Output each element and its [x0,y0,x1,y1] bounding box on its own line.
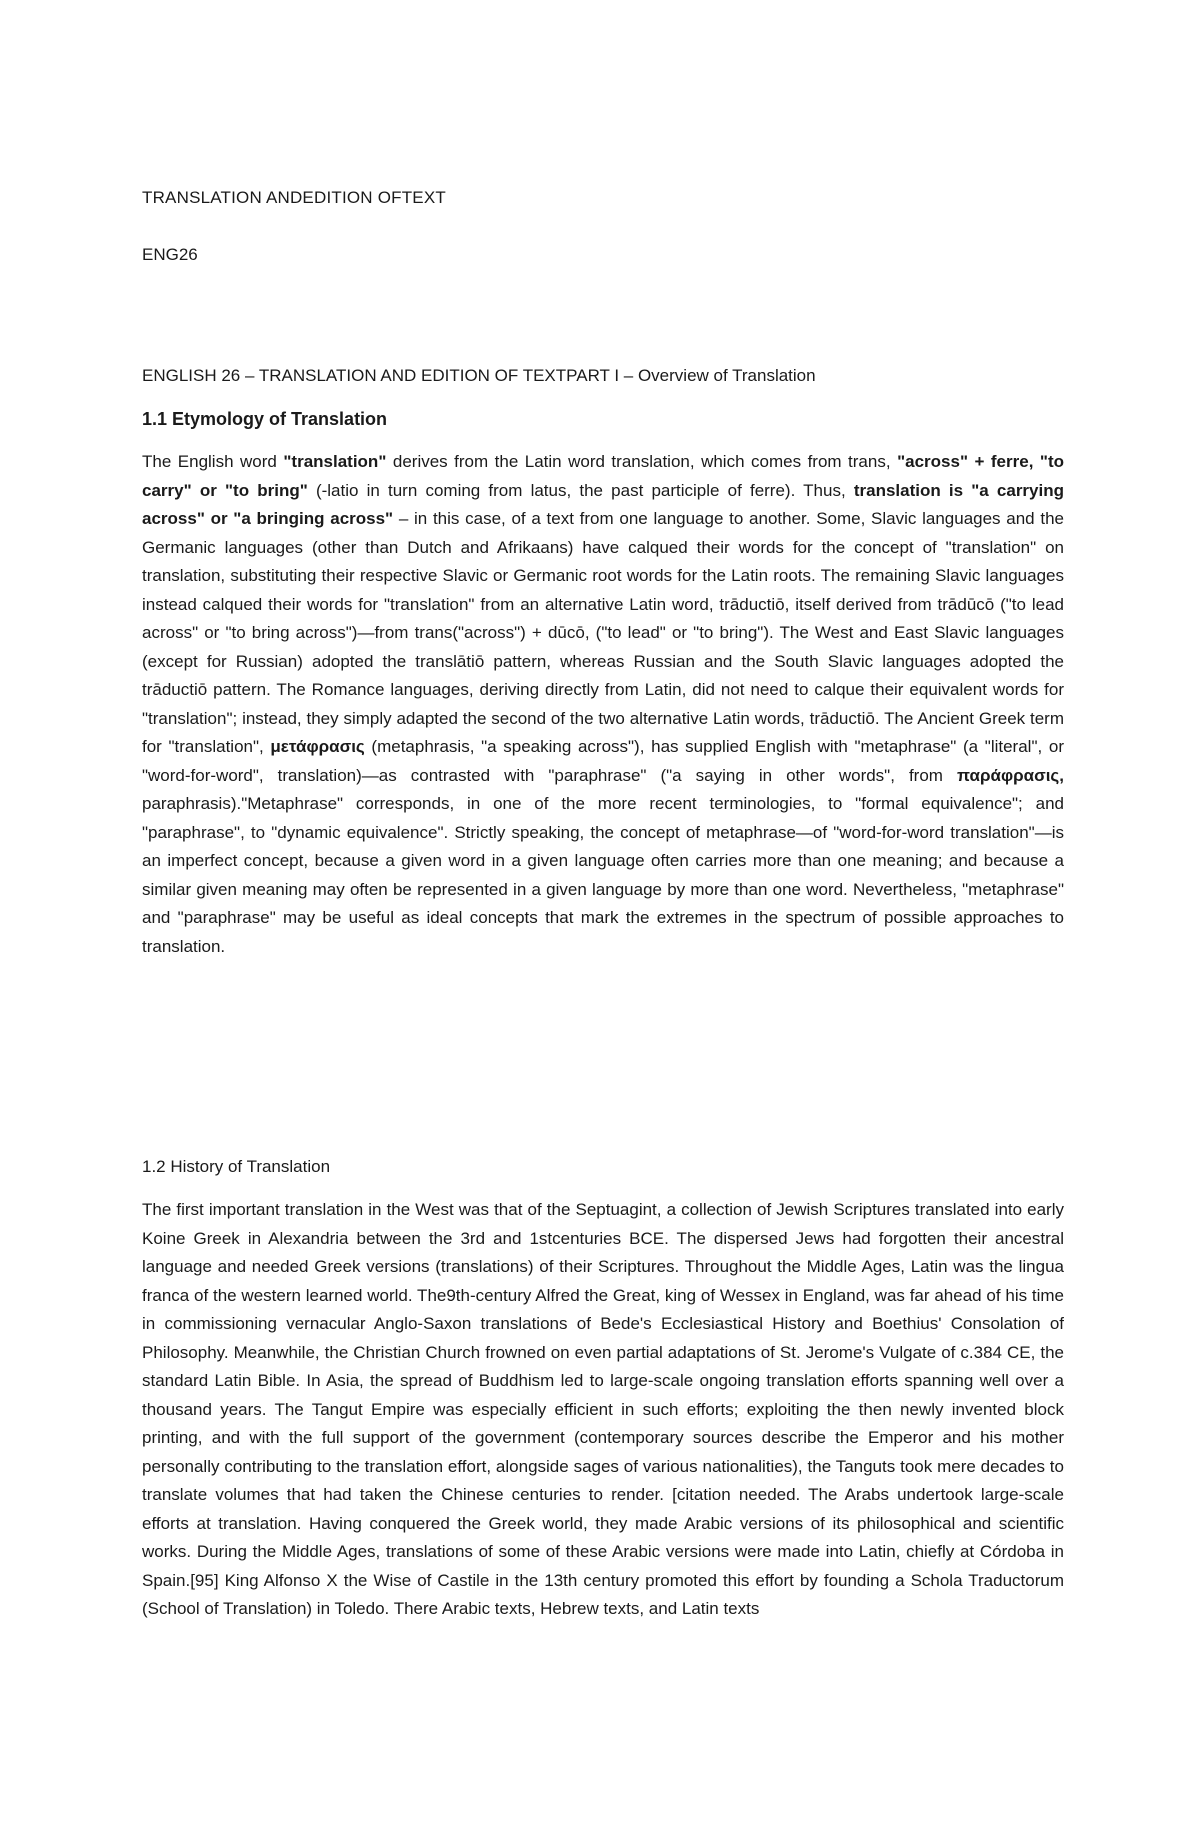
bold-definition: translation is "a carrying across" or "a bringing across" [142,480,1064,528]
history-paragraph: The first important translation in the West was that of the Septuagint, a collection of Jewish Scriptures translated into early Koine Greek in Alexandria between the 3rd and 1stcenturies BCE. The dispersed Jews had forgotten their ancestral language and needed Greek versions (translations) of their Scriptures. Throughout the Middle Ages, Latin was the lingua franca of the western learned world. The9th-century Alfred the Great, king of Wessex in England, was far ahead of his time in commissioning vernacular Anglo-Saxon translations of Bede's Ecclesiastical History and Boethius' Consolation of Philosophy. Meanwhile, the Christian Church frowned on even partial adaptations of St. Jerome's Vulgate of c.384 CE, the standard Latin Bible. In Asia, the spread of Buddhism led to large-scale ongoing translation efforts spanning well over a thousand years. The Tangut Empire was especially efficient in such efforts; exploiting the then newly invented block printing, and with the full support of the government (contemporary sources describe the Emperor and his mother personally contributing to the translation effort, alongside sages of various nationalities), the Tanguts took mere decades to translate volumes that had taken the Chinese centuries to render. [citation needed. The Arabs undertook large-scale efforts at translation. Having conquered the Greek world, they made Arabic versions of its philosophical and scientific works. During the Middle Ages, translations of some of these Arabic versions were made into Latin, chiefly at Córdoba in Spain.[95] King Alfonso X the Wise of Castile in the 13th century promoted this effort by founding a Schola Traductorum (School of Translation) in Toledo. There Arabic texts, Hebrew texts, and Latin texts [142,1200,1064,1618]
part-heading: ENGLISH 26 – TRANSLATION AND EDITION OF TEXTPART I – Overview of Translation [142,366,816,385]
course-code: ENG26 [142,245,198,264]
text-run: (metaphrasis, "a speaking across"), has supplied English with "metaphrase" (a "literal", or "word-for-word", translation)—as contrasted with "paraphrase" ("a saying in other words", from [142,737,1064,785]
section-heading-etymology: 1.1 Etymology of Translation [142,409,388,429]
document-title: TRANSLATION ANDEDITION OFTEXT [142,188,446,207]
section-heading-history: 1.2 History of Translation [142,1157,331,1176]
text-run: The English word [142,452,284,471]
greek-term-paraphrasis: παράφρασις, [956,765,1064,785]
text-run: paraphrasis)."Metaphrase" corresponds, in one of the more recent terminologies, to "formal equivalence"; and "paraphrase", to "dynamic equivalence". Strictly speaking, the concept of metaphrase—of "word-for-word translation"—is an imperfect concept, because a given word in a given language often carries more than one meaning; and because a similar given meaning may often be represented in a given language by more than one word. Nevertheless, "metaphrase" and "paraphrase" may be useful as ideal concepts that mark the extremes in the spectrum of possible approaches to translation. [142,794,1064,956]
text-run: derives from the Latin word translation, which comes from trans, [386,452,898,471]
etymology-paragraph [142,448,1064,961]
bold-term-across-carry: "across" + ferre, "to carry" or "to bring" [142,452,1065,500]
text-run: (-latio in turn coming from latus, the past participle of ferre). Thus, [307,480,854,500]
text-run: – in this case, of a text from one language to another. Some, Slavic languages and the Germanic languages (other than Dutch and Afrikaans) have calqued their words for the concept of "translation" on translation, substituting their respective Slavic or Germanic root words for the Latin roots. The remaining Slavic languages instead calqued their words for "translation" from an alternative Latin word, trāductiō, itself derived from trādūcō ("to lead across" or "to bring across")—from trans("across") + dūcō, ("to lead" or "to bring"). The West and East Slavic languages (except for Russian) adopted the translātiō pattern, whereas Russian and the South Slavic languages adopted the trāductiō pattern. The Romance languages, deriving directly from Latin, did not need to calque their equivalent words for "translation"; instead, they simply adapted the second of the two alternative Latin words, trāductiō. The Ancient Greek term for "translation", [142,509,1064,756]
greek-term-metaphrasis: μετάφρασις [270,737,365,756]
bold-term-translation: "translation" [283,452,387,471]
